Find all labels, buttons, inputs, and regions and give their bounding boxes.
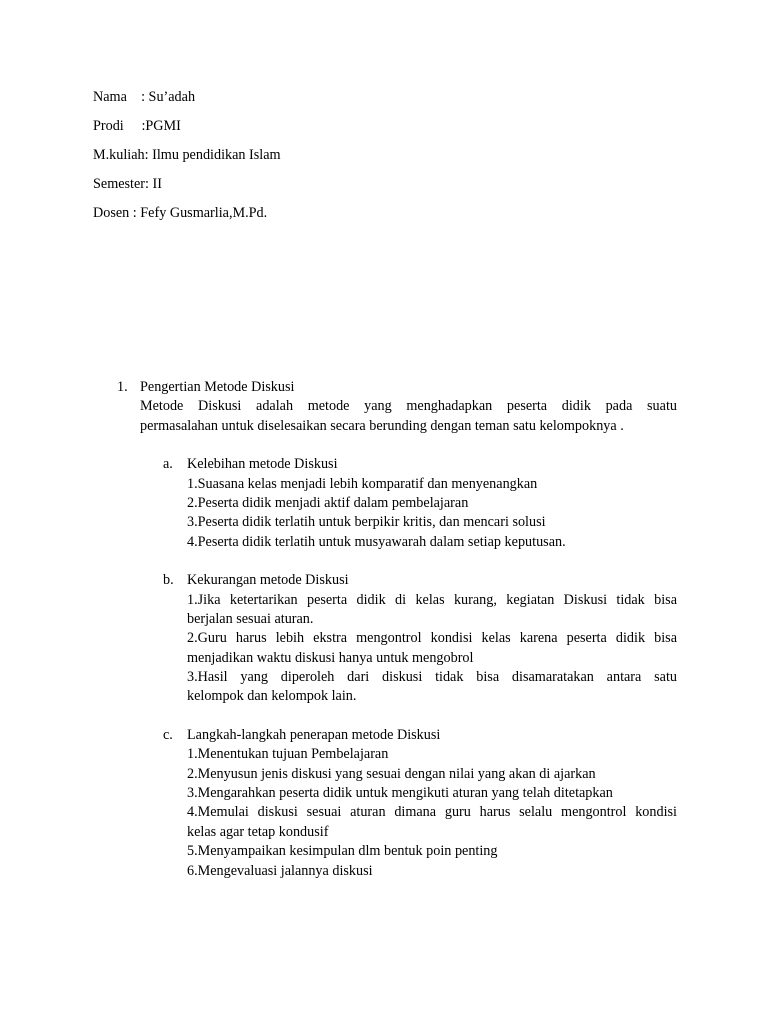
student-info-block: [93, 87, 693, 232]
course-name: M.kuliah: Ilmu pendidikan Islam: [93, 147, 281, 163]
list-item: 4.Memulai diskusi sesuai aturan dimana guru harus selalu mengontrol kondisi: [187, 804, 677, 821]
list-item: 4.Peserta didik terlatih untuk musyawarah dalam setiap keputusan.: [187, 533, 566, 550]
section-1: [117, 378, 677, 900]
list-item-continuation: berjalan sesuai aturan.: [187, 610, 314, 627]
list-item: 3.Mengarahkan peserta didik untuk mengikuti aturan yang telah ditetapkan: [187, 785, 613, 802]
subsection-title: Langkah-langkah penerapan metode Diskusi: [187, 726, 441, 743]
list-item: 5.Menyampaikan kesimpulan dlm bentuk poin penting: [187, 843, 498, 860]
list-item: 1.Suasana kelas menjadi lebih komparatif dan menyenangkan: [187, 475, 538, 492]
list-item: 2.Peserta didik menjadi aktif dalam pembelajaran: [187, 494, 469, 511]
list-item-continuation: kelompok dan kelompok lain.: [187, 688, 357, 705]
section-title: Pengertian Metode Diskusi: [140, 379, 295, 395]
list-item: 1.Jika ketertarikan peserta didik di kelas kurang, kegiatan Diskusi tidak bisa: [187, 591, 677, 608]
sub-list: [140, 455, 677, 881]
subsection-langkah: [163, 726, 677, 881]
list-item-continuation: kelas agar tetap kondusif: [187, 823, 329, 840]
semester: Semester: II: [93, 176, 162, 192]
list-marker: c.: [163, 726, 173, 743]
list-item: 1.Menentukan tujuan Pembelajaran: [187, 746, 389, 763]
subsection-title: Kelebihan metode Diskusi: [187, 456, 338, 473]
list-item: 6.Mengevaluasi jalannya diskusi: [187, 862, 373, 879]
subsection-title: Kekurangan metode Diskusi: [187, 572, 349, 589]
student-name: Nama : Su’adah: [93, 89, 196, 105]
paragraph-line: permasalahan untuk diselesaikan secara berunding dengan teman satu kelompoknya .: [140, 417, 624, 434]
list-item: 3.Hasil yang diperoleh dari diskusi tidak bisa disamaratakan antara satu: [187, 669, 677, 686]
list-marker: a.: [163, 456, 173, 473]
list-item: 2.Menyusun jenis diskusi yang sesuai dengan nilai yang akan di ajarkan: [187, 765, 596, 782]
study-program: Prodi :PGMI: [93, 118, 181, 134]
lecturer: Dosen : Fefy Gusmarlia,M.Pd.: [93, 205, 268, 221]
list-marker: b.: [163, 572, 174, 589]
list-item: 2.Guru harus lebih ekstra mengontrol kondisi kelas karena peserta didik bisa: [187, 630, 677, 647]
numbered-item-1: [117, 378, 677, 881]
list-item: 3.Peserta didik terlatih untuk berpikir kritis, dan mencari solusi: [187, 514, 546, 531]
list-item-continuation: menjadikan waktu diskusi hanya untuk mengobrol: [187, 649, 474, 666]
paragraph-line: Metode Diskusi adalah metode yang menghadapkan peserta didik pada suatu: [140, 398, 677, 415]
subsection-kelebihan: [163, 455, 677, 552]
list-marker: 1.: [117, 379, 128, 395]
subsection-kekurangan: [163, 571, 677, 707]
